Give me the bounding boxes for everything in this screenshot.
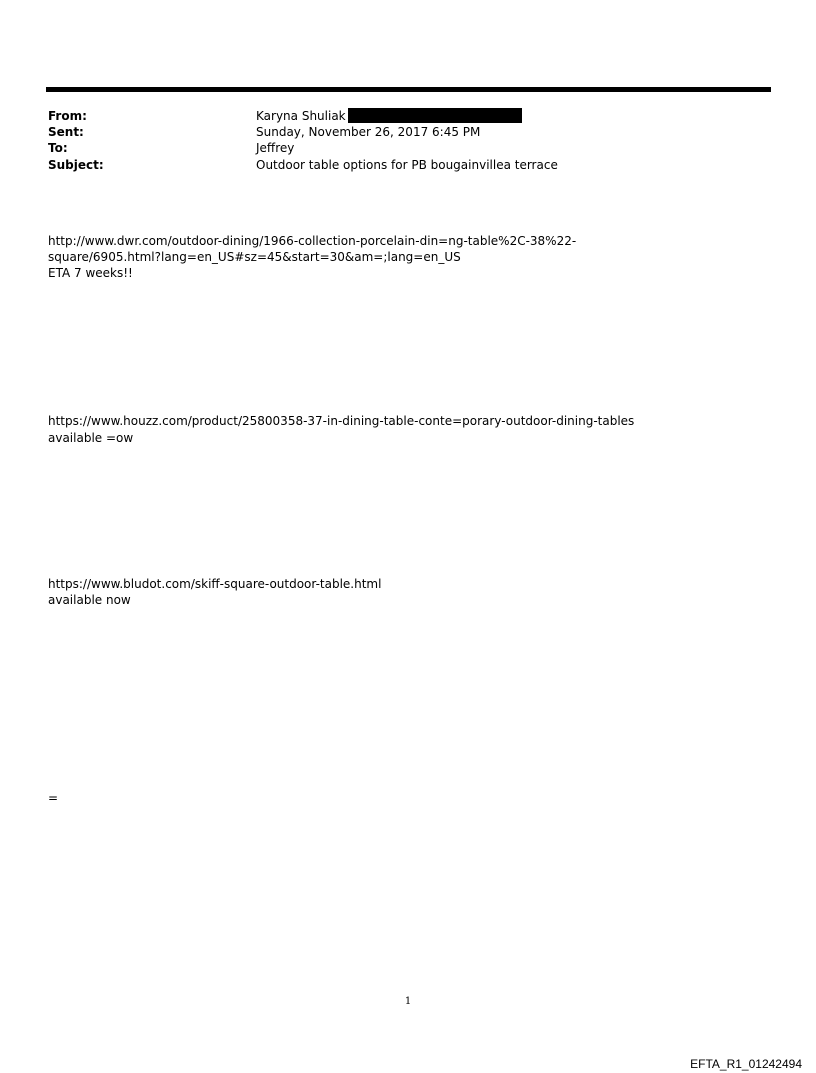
trailing-character: = bbox=[48, 791, 59, 805]
sender-name: Karyna Shuliak bbox=[256, 109, 346, 123]
document-id: EFTA_R1_01242494 bbox=[690, 1057, 802, 1071]
link-bludot[interactable]: https://www.bludot.com/skiff-square-outdoor-table.html bbox=[48, 577, 382, 591]
page-number: 1 bbox=[404, 996, 412, 1007]
redacted-email bbox=[348, 108, 522, 123]
link-houzz[interactable]: https://www.houzz.com/product/25800358-37-in-dining-table-conte=porary-outdoor-dining-tables bbox=[48, 414, 635, 428]
to-value: Jeffrey bbox=[256, 141, 295, 155]
subject-label: Subject: bbox=[48, 158, 104, 172]
to-label: To: bbox=[48, 141, 68, 155]
link-dwr-line2[interactable]: square/6905.html?lang=en_US#sz=45&start=30&am=;lang=en_US bbox=[48, 250, 461, 264]
header-rule bbox=[46, 87, 771, 92]
from-label: From: bbox=[48, 109, 87, 123]
note-availability-houzz: available =ow bbox=[48, 431, 134, 445]
sent-label: Sent: bbox=[48, 125, 84, 139]
sent-value: Sunday, November 26, 2017 6:45 PM bbox=[256, 125, 481, 139]
link-dwr-line1[interactable]: http://www.dwr.com/outdoor-dining/1966-collection-porcelain-din=ng-table%2C-38%22- bbox=[48, 234, 577, 248]
subject-value: Outdoor table options for PB bougainvillea terrace bbox=[256, 158, 558, 172]
note-availability-bludot: available now bbox=[48, 593, 131, 607]
note-eta: ETA 7 weeks!! bbox=[48, 266, 133, 280]
from-value bbox=[256, 108, 522, 124]
